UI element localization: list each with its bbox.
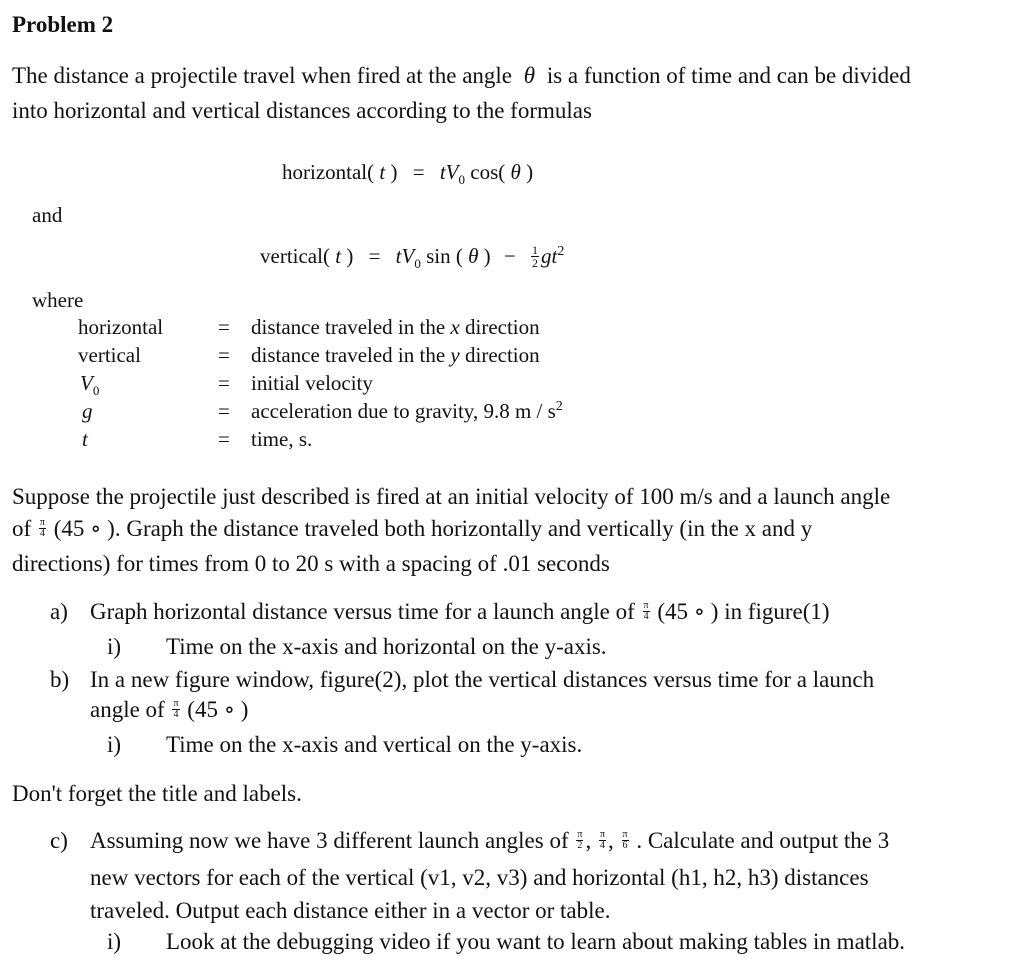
- item-a-label: a): [50, 599, 68, 624]
- pi-over-2-fraction: $\frac{\pi}{2}$: [577, 829, 583, 852]
- theta-symbol: θ: [523, 63, 536, 88]
- def-desc-g: acceleration due to gravity, 9.8 m / $s^2$: [251, 399, 563, 423]
- suppose-line-3: directions) for times from 0 to 20 s with a spacing of .01 seconds: [12, 551, 610, 576]
- def-desc-vertical: distance traveled in the y direction: [251, 343, 540, 367]
- item-b-label: b): [50, 667, 70, 692]
- def-eq: =: [218, 399, 230, 423]
- item-c-line-2: new vectors for each of the vertical (v1, v2, v3) and horizontal (h1, h2, h3) distances: [90, 865, 869, 890]
- def-eq: =: [218, 343, 230, 367]
- where-label: where: [32, 288, 84, 312]
- intro-line-2: into horizontal and vertical distances according to the formulas: [12, 98, 592, 123]
- def-term-horizontal: horizontal: [78, 315, 164, 339]
- def-eq: =: [218, 315, 230, 339]
- pi-over-4-fraction: $\frac{\pi}{4}$: [173, 698, 179, 721]
- half-fraction: $\frac{1}{2}$: [532, 242, 539, 270]
- pi-over-4-fraction: $\frac{\pi}{4}$: [643, 600, 649, 623]
- problem-title: Problem 2: [12, 12, 114, 37]
- item-a-sub-label: i): [107, 634, 122, 659]
- def-term-v0: $V_0$: [80, 371, 100, 399]
- def-desc-t: time, s.: [251, 427, 313, 451]
- item-b-line-2: angle of $\frac{\pi}{4}$ (45 ∘ ): [90, 697, 249, 722]
- intro-text-1-end: is a function of time and can be divided: [546, 63, 911, 88]
- item-a-sub-text: Time on the x-axis and horizontal on the y-axis.: [166, 634, 607, 659]
- def-term-vertical: vertical: [78, 343, 141, 367]
- def-desc-horizontal: distance traveled in the x direction: [251, 315, 540, 339]
- item-a-text: Graph horizontal distance versus time for a launch angle of $\frac{\pi}{4}$ (45 ∘ ) in figure(1): [90, 599, 830, 624]
- def-desc-v0: initial velocity: [251, 371, 373, 395]
- pi-over-4-fraction: $\frac{\pi}{4}$: [599, 829, 605, 852]
- item-c-line-3: traveled. Output each distance either in a vector or table.: [90, 898, 611, 923]
- item-c-sub-text: Look at the debugging video if you want to learn about making tables in matlab.: [166, 929, 906, 954]
- item-b-sub-label: i): [107, 732, 122, 757]
- pi-over-4-fraction: $\frac{\pi}{4}$: [39, 517, 45, 540]
- def-term-g: g: [82, 399, 93, 423]
- vertical-formula: vertical( t ) = $tV_0$ sin ( θ ) − $\frac{1}{2}$ $gt^2$: [260, 242, 565, 272]
- and-label: and: [32, 203, 63, 227]
- def-term-t: t: [82, 427, 88, 451]
- suppose-line-1: Suppose the projectile just described is fired at an initial velocity of 100 m/s and a launch angle: [12, 484, 891, 509]
- intro-line-1: [12, 58, 911, 93]
- item-c-sub-label: i): [107, 929, 122, 954]
- def-eq: =: [218, 427, 230, 451]
- intro-text-1: The distance a projectile travel when fired at the angle: [12, 63, 513, 88]
- item-b-sub-text: Time on the x-axis and vertical on the y-axis.: [166, 732, 583, 757]
- def-eq: =: [218, 371, 230, 395]
- item-c-line-1: Assuming now we have 3 different launch angles of $\frac{\pi}{2}$ , $\frac{\pi}{4}$ , $\frac{\pi}{6}$ . Calculate and output the 3: [90, 828, 890, 853]
- item-c-label: c): [50, 828, 68, 853]
- item-b-line-1: In a new figure window, figure(2), plot the vertical distances versus time for a launch: [90, 667, 875, 692]
- pi-over-6-fraction: $\frac{\pi}{6}$: [622, 829, 628, 852]
- suppose-line-2: of $\frac{\pi}{4}$ (45 ∘ ). Graph the distance traveled both horizontally and vertically (in the x and y: [12, 516, 813, 541]
- horizontal-formula: horizontal( t ) = $tV_0$ cos( θ ): [282, 160, 534, 188]
- dont-forget-note: Don't forget the title and labels.: [12, 781, 302, 806]
